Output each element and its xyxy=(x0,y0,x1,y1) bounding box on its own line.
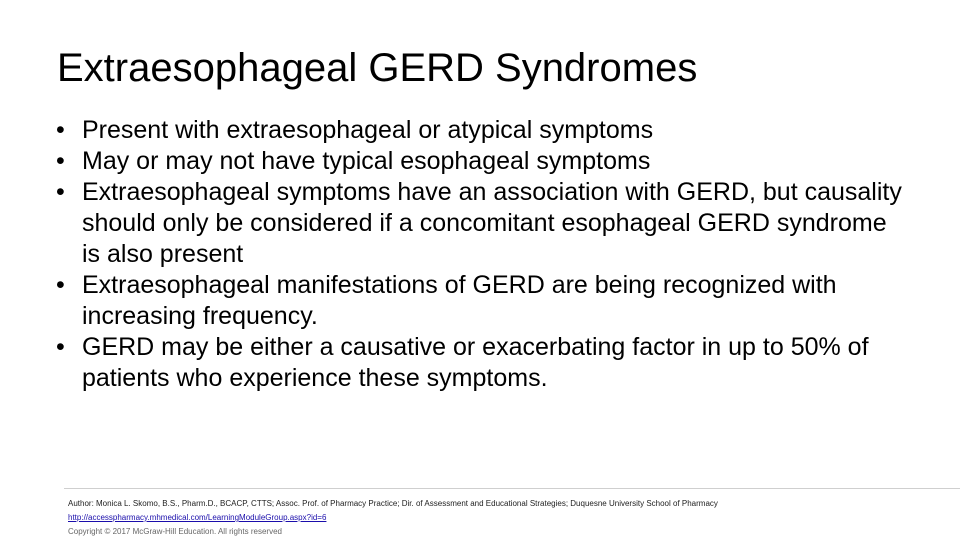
slide-title: Extraesophageal GERD Syndromes xyxy=(57,46,698,90)
footer-author: Author: Monica L. Skomo, B.S., Pharm.D., BCACP, CTTS; Assoc. Prof. of Pharmacy Practice; Dir. of Assessment and Educational Strategies; Duquesne University School of Pharmacy xyxy=(68,499,718,508)
bullet-item xyxy=(56,146,936,177)
footer-link[interactable]: http://accesspharmacy.mhmedical.com/LearningModuleGroup.aspx?id=6 xyxy=(68,513,327,522)
bullet-item xyxy=(56,270,936,332)
footer xyxy=(68,497,718,539)
bullet-icon: • xyxy=(56,178,65,206)
bullet-item xyxy=(56,332,936,394)
footer-copyright: Copyright © 2017 McGraw-Hill Education. All rights reserved xyxy=(68,527,282,536)
bullet-icon: • xyxy=(56,271,65,299)
bullet-text: Extraesophageal manifestations of GERD are being recognized with increasing frequency. xyxy=(82,271,837,330)
bullet-text: Present with extraesophageal or atypical symptoms xyxy=(82,116,654,144)
bullet-text: GERD may be either a causative or exacerbating factor in up to 50% of patients who experience these symptoms. xyxy=(82,333,869,392)
bullet-item xyxy=(56,177,936,270)
bullet-icon: • xyxy=(56,116,65,144)
bullet-text: May or may not have typical esophageal symptoms xyxy=(82,147,651,175)
bullet-list xyxy=(56,115,936,394)
bullet-text: Extraesophageal symptoms have an association with GERD, but causality should only be considered if a concomitant esophageal GERD syndrome is also present xyxy=(82,178,902,268)
bullet-icon: • xyxy=(56,333,65,361)
bullet-icon: • xyxy=(56,147,65,175)
bullet-item xyxy=(56,115,936,146)
footer-divider xyxy=(64,488,960,489)
